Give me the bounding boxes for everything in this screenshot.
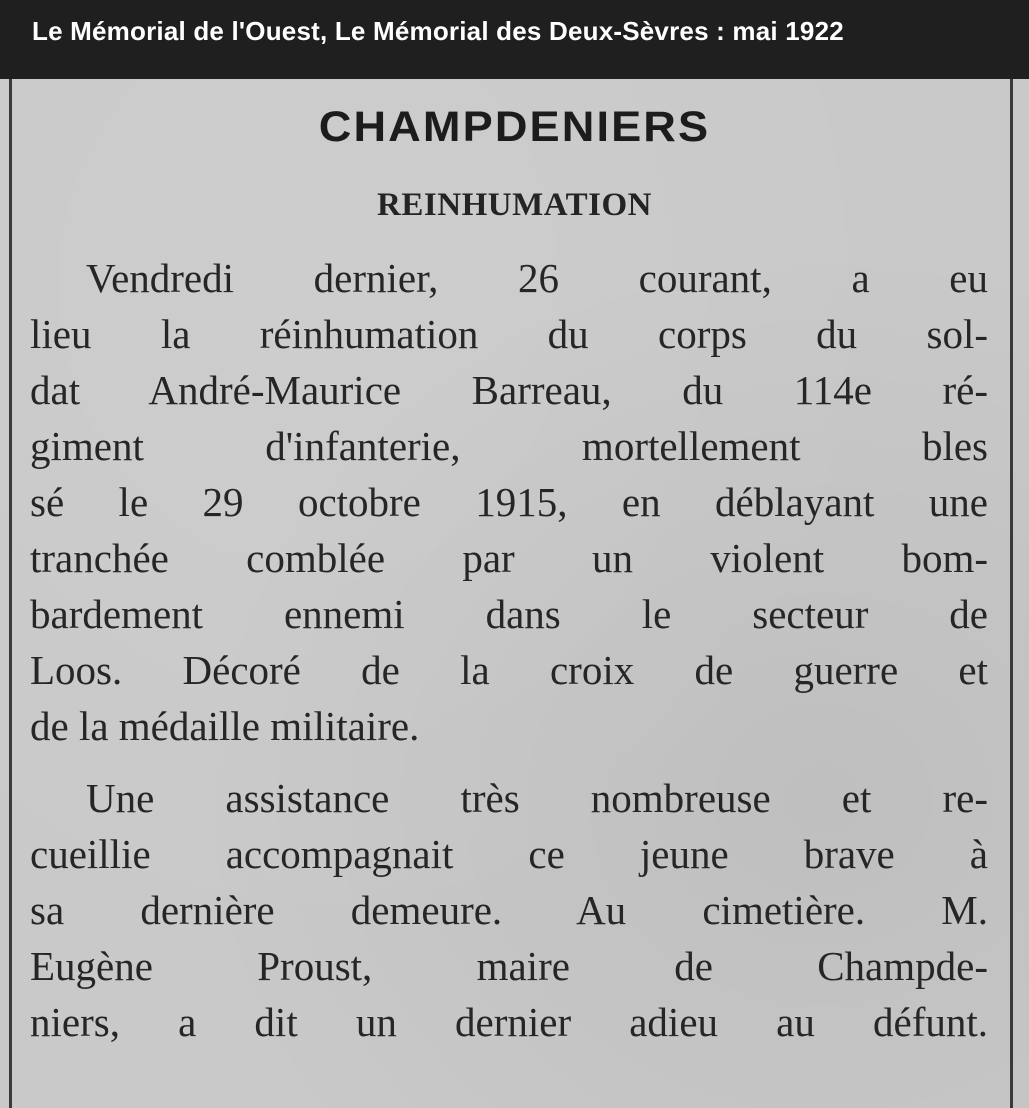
column-rule-right [1010, 79, 1013, 1108]
article-line: Loos. Décoré de la croix de guerre et [30, 647, 988, 693]
image-caption: Le Mémorial de l'Ouest, Le Mémorial des Deux-Sèvres : mai 1922 [32, 16, 844, 46]
article-line: Une assistance très nombreuse et re- [86, 775, 988, 821]
article-line: bardement ennemi dans le secteur de [30, 591, 988, 637]
article-line: de la médaille militaire. [30, 703, 420, 749]
article-headline: CHAMPDENIERS [318, 103, 711, 151]
article-line: Eugène Proust, maire de Champde- [30, 943, 988, 989]
newspaper-clipping [0, 79, 1029, 1108]
article-line: Vendredi dernier, 26 courant, a eu [86, 255, 988, 301]
article-line: giment d'infanterie, mortellement bles [30, 423, 988, 469]
article-subhead: REINHUMATION [377, 187, 652, 223]
article-line: sa dernière demeure. Au cimetière. M. [30, 887, 988, 933]
article-line: cueillie accompagnait ce jeune brave à [30, 831, 988, 877]
caption-bar [0, 0, 1029, 79]
article-line: niers, a dit un dernier adieu au défunt. [30, 999, 988, 1045]
article-line: sé le 29 octobre 1915, en déblayant une [30, 479, 988, 525]
column-rule-left [9, 79, 12, 1108]
article-line: tranchée comblée par un violent bom- [30, 535, 988, 581]
article-line: lieu la réinhumation du corps du sol- [30, 311, 988, 357]
article-line: dat André-Maurice Barreau, du 114e ré- [30, 367, 988, 413]
